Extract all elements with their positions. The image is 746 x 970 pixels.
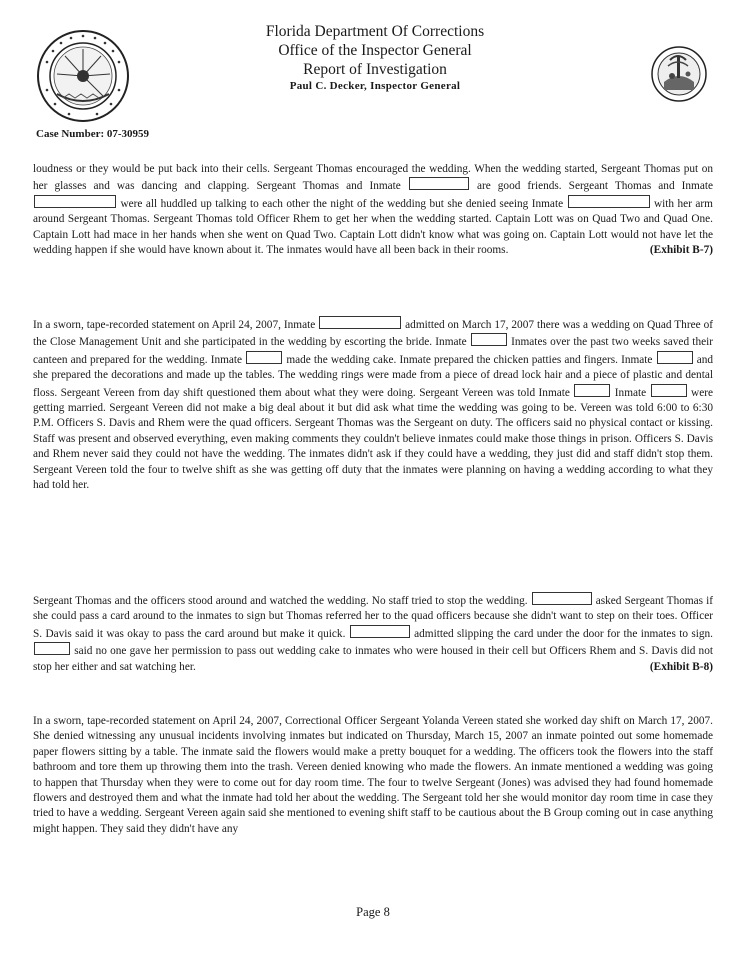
report-title: Report of Investigation bbox=[303, 61, 447, 78]
department-seal-icon bbox=[35, 28, 131, 124]
page-number: Page 8 bbox=[356, 905, 390, 919]
redaction-box bbox=[34, 642, 70, 655]
p1-text-d: with her arm around Sergeant Thomas. Sergeant Thomas told Officer Rhem to get her when the wedding started. Captain Lott was on Quad Two and Quad One. Captain Lott had mace in her hands when she went on Quad Two. Captain Lott didn't know what was going on. Captain Lott would not have let the wedding happen if she would have known about it. The inmates would have all been back in their rooms. bbox=[33, 197, 713, 257]
paragraph-3 bbox=[33, 592, 713, 675]
exhibit-reference: (Exhibit B-8) bbox=[649, 660, 713, 673]
p2-text-a: In a sworn, tape-recorded statement on April 24, 2007, Inmate bbox=[33, 319, 316, 331]
inspector-general: Paul C. Decker, Inspector General bbox=[289, 80, 461, 92]
p2-text-e: and she prepared the decorations and made up the tables. The wedding rings were made from a piece of dread lock hair and a piece of plastic and dental floss. Sergeant Vereen from day shift questioned them about what they were doing. Sergeant Vereen was told Inmate bbox=[33, 353, 714, 399]
redaction-box bbox=[657, 351, 693, 364]
redaction-box bbox=[246, 351, 282, 364]
p3-text-c: admitted slipping the card under the door for the inmates to sign. bbox=[414, 627, 713, 640]
p2-text-b: admitted on March 17, 2007 there was a wedding on Quad Three of the Close Management Unit and she participated in the wedding by escorting the bride. Inmate bbox=[33, 319, 713, 349]
p2-text-d: made the wedding cake. Inmate prepared the chicken patties and fingers. Inmate bbox=[286, 353, 653, 366]
redaction-box bbox=[319, 316, 401, 329]
p1-text-a: loudness or they would be put back into their cells. Sergeant Thomas encouraged the wedding. When the wedding started, Sergeant Thomas put on her glasses and was dancing and clapping. Sergeant Thomas and Inmate bbox=[33, 163, 713, 193]
p2-text-c: Inmates over the past two weeks saved their canteen and prepared for the wedding. Inmate bbox=[33, 336, 714, 366]
redaction-box bbox=[409, 177, 469, 190]
redaction-box bbox=[34, 195, 116, 208]
office-name: Office of the Inspector General bbox=[278, 42, 472, 59]
case-number: Case Number: 07-30959 bbox=[36, 128, 150, 140]
p2-text-f: Inmate bbox=[614, 386, 647, 399]
department-name: Florida Department Of Corrections bbox=[265, 23, 485, 40]
redaction-box bbox=[471, 333, 507, 346]
paragraph-2 bbox=[33, 316, 713, 493]
p1-text-b: are good friends. Sergeant Thomas and Inmate bbox=[476, 180, 714, 193]
paragraph-1 bbox=[33, 162, 713, 258]
redaction-box bbox=[568, 195, 650, 208]
exhibit-reference: (Exhibit B-7) bbox=[649, 244, 713, 257]
redaction-box bbox=[532, 592, 592, 605]
p3-text-d: said no one gave her permission to pass out wedding cake to inmates who were housed in their cell but Officers Rhem and S. Davis did not stop her either and sat watching her. bbox=[33, 645, 713, 673]
paragraph-4: In a sworn, tape-recorded statement on April 24, 2007, Correctional Officer Sergeant Yolanda Vereen stated she worked day shift on March 17, 2007. She denied witnessing any unusual incidents involving inmates but indicated on Thursday, March 15, 2007 an inmate pointed out some homemade paper flowers sitting by a table. The inmate said the flowers would make a pretty bouquet for a wedding. The officers took the flowers into the staff bathroom and tore them up throwing them into the trash. Vereen denied knowing who made the flowers. An inmate mentioned a wedding was going to happen that Thursday when they were to come out for day room time. The four to twelve Sergeant (Jones) was advised they had found homemade flowers and destroyed them and what the inmate had told her about the wedding. The Sergeant told her she would monitor day room time in case they tried to have a wedding. Sergeant Vereen again said she mentioned to evening shift staff to be cautious about the B Group coming out in case anything might happen. They said they didn't have any bbox=[33, 715, 713, 835]
p2-text-g: were getting married. Sergeant Vereen did not make a big deal about it but did ask what time the wedding was going to be. Vereen was told 6:00 to 6:30 P.M. Officers S. Davis and Rhem were the quad officers. Sergeant Thomas was the Sergeant on duty. The officers said no physical contact or kissing. Staff was present and observed everything, even making comments they couldn't believe inmates could make those things in prison. Officers S. Davis and Rhem never said they could not have the wedding. The inmates didn't ask if they could have a wedding, they just did and staff didn't stop them. Sergeant Vereen told the four to twelve shift as she was getting off duty that the inmates were planning on having a wedding according to what they had told her. bbox=[33, 386, 713, 492]
p3-text-b: asked Sergeant Thomas if she could pass a card around to the inmates to sign but Thomas referred her to the quad officers because she didn't want to step on their toes. Officer S. Davis said it was okay to pass the card around but make it quick. bbox=[33, 595, 714, 640]
state-seal-icon bbox=[650, 42, 708, 106]
redaction-box bbox=[350, 625, 410, 638]
p1-text-c: were all huddled up talking to each other the night of the wedding but she denied seeing Inmate bbox=[120, 197, 564, 210]
redaction-box bbox=[651, 384, 687, 397]
report-header bbox=[180, 22, 570, 93]
p3-text-a: Sergeant Thomas and the officers stood around and watched the wedding. No staff tried to stop the wedding. bbox=[33, 595, 528, 607]
redaction-box bbox=[574, 384, 610, 397]
